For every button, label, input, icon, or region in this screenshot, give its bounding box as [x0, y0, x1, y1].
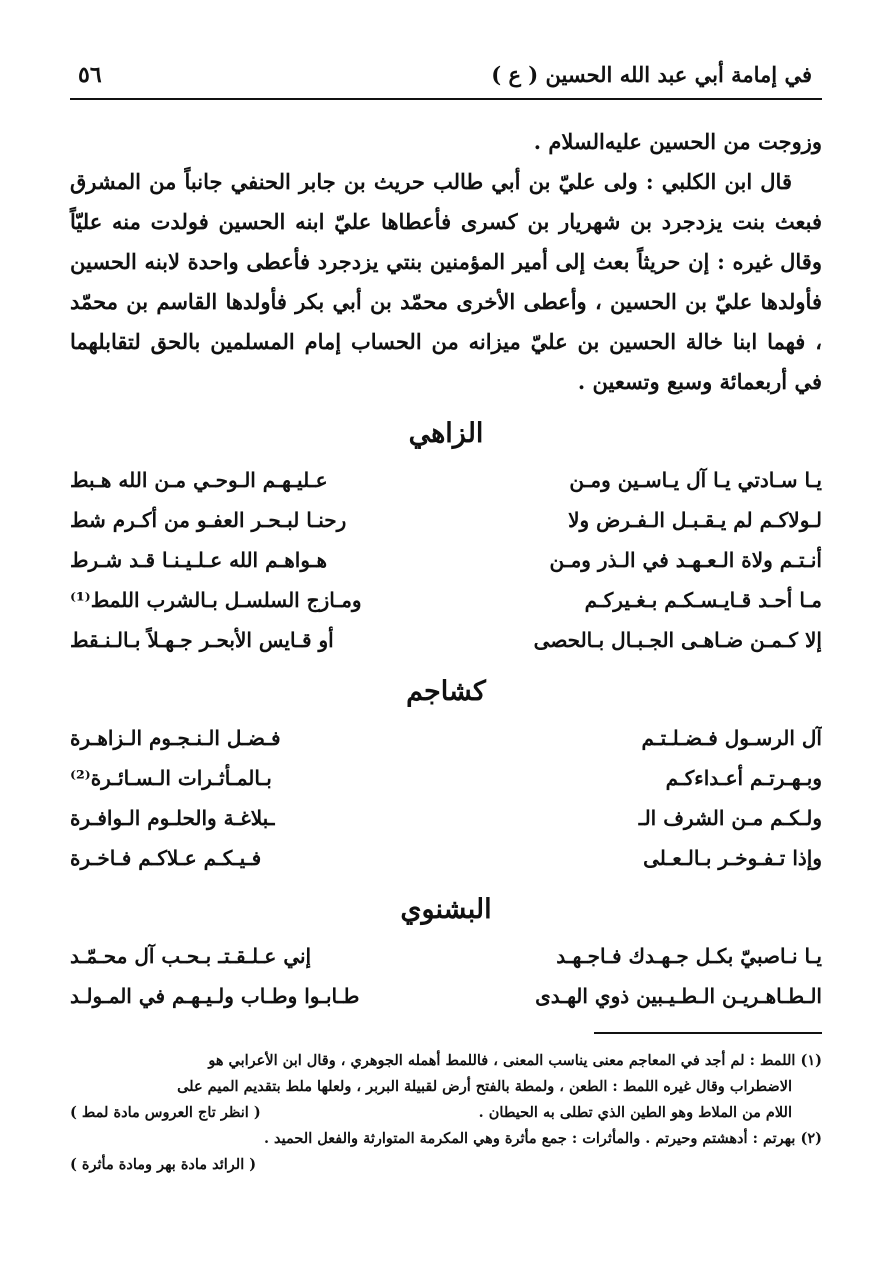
verse-second-hemistich: ـبلاغـة والحلـوم الـوافـرة [70, 806, 275, 830]
text-line: وزوجت من الحسين عليه‌السلام . [533, 129, 822, 154]
verse-second-hemistich: هـواهـم الله عـلـيـنـا قـد شـرط [70, 548, 328, 572]
verse-line [70, 838, 822, 878]
verse-first-hemistich: وبـهـرتـم أعـداءكـم [665, 766, 822, 790]
section-title-bashnawi: البشنوي [400, 894, 492, 925]
verse-line [70, 798, 822, 838]
verse-line [70, 500, 822, 540]
footnote-1-line [70, 1100, 822, 1126]
footnote-2-line [70, 1126, 822, 1152]
verse-line [70, 758, 822, 798]
verse-line [70, 540, 822, 580]
footnote-1-text: اللمط : لم أجد في المعاجم معنى يناسب المعنى ، فاللمط أهمله الجوهري ، وقال ابن الأعرابي هو [208, 1052, 796, 1069]
verse-line [70, 936, 822, 976]
verse-line [70, 976, 822, 1016]
verse-second-hemistich: عـليـهـم الـوحـي مـن الله هـبط [70, 468, 328, 492]
verse-first-hemistich: يـا سـادتي يـا آل يـاسـين ومـن [569, 468, 822, 492]
verse-second-hemistich: بـالمـأثـرات الـسـائـرة⁽²⁾ [70, 766, 272, 790]
footnote-1-marker: (١) [800, 1052, 822, 1069]
verse-line [70, 620, 822, 660]
poem-bashnawi [70, 936, 822, 1016]
poem-zahi [70, 460, 822, 660]
verse-line [70, 460, 822, 500]
verse-first-hemistich: مـا أحـد قـايـسـكـم بـغـيركـم [584, 588, 822, 612]
footnote-divider [594, 1032, 822, 1034]
footnote-2-marker: (٢) [800, 1130, 822, 1147]
verse-line [70, 718, 822, 758]
verse-first-hemistich: آل الرسـول فـضـلـتـم [641, 726, 822, 750]
page-header [70, 58, 822, 100]
text-paragraph: قال ابن الكلبي : ولى عليّ بن أبي طالب حريث بن جابر الحنفي جانباً من المشرق فبعث بنت يزدجرد بن شهريار بن كسرى فأعطاها عليّ ابنه الحسين فولدت منه عليّاً وقال غيره : إن حريثاً بعث إلى أمير المؤمنين بنتي يزدجرد فأعطى واحدة لابنه الحسين فأولدها عليّ بن الحسين ، وأعطى الأخرى محمّد بن أبي بكر فأولدها القاسم بن محمّد ، فهما ابنا خالة الحسين بن عليّ ميزانه من الحساب إمام المسلمين بالحق لتقابلهما في أربعمائة وسبع وتسعين . [70, 169, 822, 394]
section-title-zahi: الزاهي [408, 418, 484, 449]
verse-first-hemistich: لـولاكـم لم يـقـبـل الـفـرض ولا [568, 508, 822, 532]
footnote-1-line [70, 1074, 822, 1100]
footnote-1-text: الاضطراب وقال غيره اللمط : الطعن ، ولمطة بالفتح أرض لقبيلة البربر ، ولعلها ملط بتقديم الميم على [177, 1078, 792, 1095]
verse-line [70, 580, 822, 620]
verse-first-hemistich: ولـكـم مـن الشرف الـ [638, 806, 822, 830]
footnote-2-source: ( الرائد مادة بهر ومادة مأثرة ) [70, 1156, 257, 1173]
verse-second-hemistich: ومـازج السلسـل بـالشرب اللمط⁽¹⁾ [70, 588, 362, 612]
verse-second-hemistich: فـيـكـم عـلاكـم فـاخـرة [70, 846, 262, 870]
verse-second-hemistich: رحنـا لبـحـر العفـو من أكـرم شط [70, 508, 347, 532]
running-title: في إمامة أبي عبد الله الحسين ( ع ) [491, 62, 812, 87]
footnote-1-source: ( انظر تاج العروس مادة لمط ) [70, 1104, 261, 1121]
footnote-1-line [70, 1048, 822, 1074]
book-page [70, 58, 822, 1178]
footnotes [70, 1048, 822, 1178]
verse-first-hemistich: يـا نـاصبيّ بكـل جـهـدك فـاجـهـد [556, 944, 822, 968]
verse-second-hemistich: طـابـوا وطـاب ولـيـهـم في المـولـد [70, 984, 360, 1008]
section-title-kushajim: كشاجم [406, 676, 486, 707]
verse-second-hemistich: أو قـايس الأبحـر جـهـلاً بـالـنـقط [70, 628, 334, 652]
verse-second-hemistich: إني عـلـقـتـ بـحـب آل محـمّـد [70, 944, 312, 968]
verse-first-hemistich: الـطـاهـريـن الـطـيـبين ذوي الهـدى [535, 984, 822, 1008]
verse-first-hemistich: وإذا تـفـوخـر بـالـعـلى [643, 846, 822, 870]
poem-kushajim [70, 718, 822, 878]
verse-first-hemistich: إلا كـمـن ضـاهـى الجـبـال بـالحصى [533, 628, 822, 652]
page-number: ٥٦ [78, 62, 102, 88]
footnote-2-text: بهرتم : أدهشتم وحيرتم . والمأثرات : جمع مأثرة وهي المكرمة المتوارثة والفعل الحميد . [263, 1130, 796, 1147]
footnote-1-text: اللام من الملاط وهو الطين الذي تطلى به الحيطان . [478, 1104, 792, 1121]
main-text [70, 122, 822, 402]
verse-first-hemistich: أنـتـم ولاة الـعـهـد في الـذر ومـن [549, 548, 822, 572]
verse-second-hemistich: فـضـل الـنـجـوم الـزاهـرة [70, 726, 281, 750]
